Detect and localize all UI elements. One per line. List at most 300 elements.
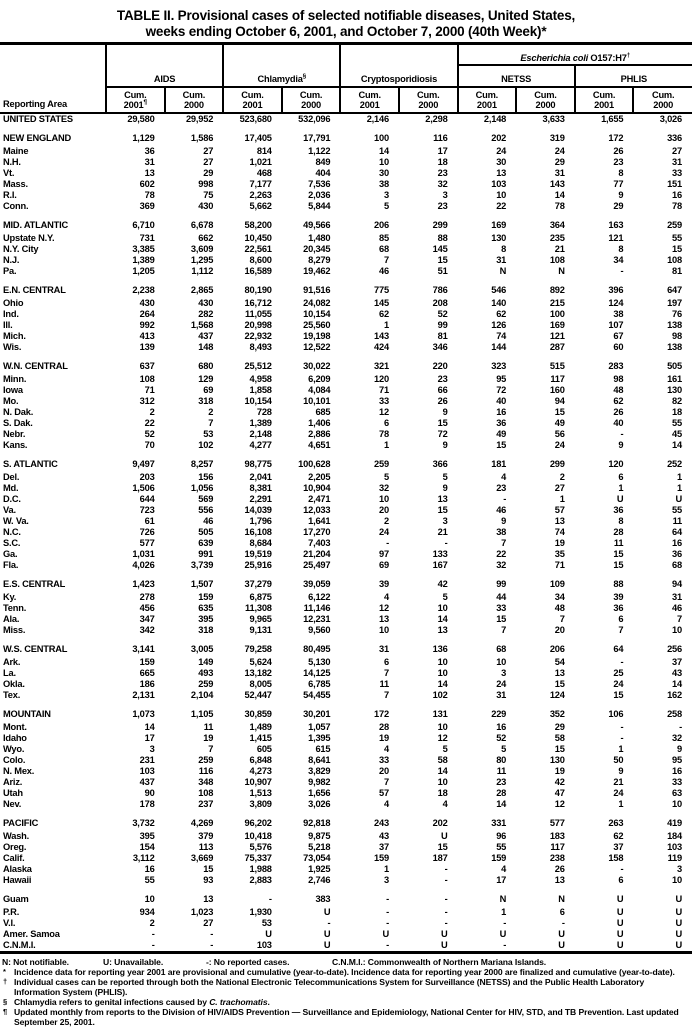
value-cell: 4 bbox=[383, 592, 389, 602]
value-cell: 456 bbox=[139, 603, 155, 613]
value-cell: 96 bbox=[496, 831, 507, 841]
value-cell: 4 bbox=[383, 744, 389, 754]
value-cell: 64 bbox=[613, 643, 624, 654]
table-row bbox=[0, 385, 692, 396]
table-row bbox=[0, 125, 692, 146]
value-cell: 814 bbox=[256, 146, 272, 156]
value-cell: 2,291 bbox=[249, 494, 272, 504]
value-cell: 88 bbox=[437, 233, 448, 243]
value-cell: - bbox=[444, 538, 448, 548]
table-row bbox=[0, 810, 692, 831]
value-cell: 102 bbox=[198, 440, 214, 450]
value-cell: 680 bbox=[198, 360, 214, 371]
value-cell: 1,489 bbox=[249, 722, 272, 732]
value-cell: 4,958 bbox=[249, 374, 272, 384]
reporting-area-cell: W.N. CENTRAL bbox=[3, 360, 68, 371]
value-cell: 19 bbox=[554, 766, 565, 776]
value-cell: 169 bbox=[491, 219, 507, 230]
value-cell: 13 bbox=[437, 494, 448, 504]
value-cell: 299 bbox=[432, 219, 448, 230]
value-cell: 6 bbox=[383, 657, 389, 667]
value-cell: 27 bbox=[203, 146, 214, 156]
value-cell: 14 bbox=[437, 614, 448, 624]
value-cell: 18 bbox=[437, 788, 448, 798]
value-cell: 644 bbox=[139, 494, 155, 504]
value-cell: 100 bbox=[374, 132, 389, 143]
value-cell: 5,662 bbox=[249, 201, 272, 211]
table-row bbox=[0, 505, 692, 516]
value-cell: U bbox=[441, 831, 448, 841]
value-cell: 148 bbox=[198, 342, 214, 352]
value-cell: 36 bbox=[672, 549, 682, 559]
reporting-area-cell: W. Va. bbox=[3, 516, 29, 526]
reporting-area-header: Reporting Area bbox=[0, 44, 106, 114]
value-cell: 10,418 bbox=[244, 831, 272, 841]
reporting-area-cell: E.S. CENTRAL bbox=[3, 578, 66, 589]
value-cell: 2 bbox=[559, 472, 565, 482]
value-cell: 22,561 bbox=[244, 244, 272, 254]
value-cell: 55 bbox=[496, 842, 507, 852]
value-cell: 103 bbox=[491, 179, 507, 189]
value-cell: 25,560 bbox=[303, 320, 331, 330]
cum-col-header-8: Cum. 2001 bbox=[575, 87, 634, 113]
value-cell: 9,497 bbox=[132, 458, 155, 469]
value-cell: 3 bbox=[383, 190, 389, 200]
value-cell: 321 bbox=[374, 360, 389, 371]
value-cell: 63 bbox=[672, 788, 682, 798]
value-cell: 1,056 bbox=[190, 483, 214, 493]
ecoli-species-label: Escherichia coli bbox=[520, 53, 588, 63]
value-cell: 10 bbox=[144, 893, 155, 904]
footnote: ¶ Updated monthly from reports to the Division of HIV/AIDS Prevention — Surveillance and Epidemiology, National Center for HIV, STD, and TB Prevention. Last updated September 25, 2001. bbox=[3, 1007, 679, 1027]
value-cell: 145 bbox=[374, 298, 389, 308]
reporting-area-cell: V.I. bbox=[3, 918, 16, 928]
value-cell: 73,054 bbox=[303, 853, 331, 863]
value-cell: - bbox=[620, 722, 624, 732]
value-cell: 78 bbox=[672, 201, 682, 211]
value-cell: 342 bbox=[139, 625, 155, 635]
value-cell: U bbox=[616, 929, 624, 939]
cum-col-header-9: Cum. 2000 bbox=[633, 87, 692, 113]
value-cell: 26 bbox=[613, 146, 624, 156]
value-cell: 10,154 bbox=[303, 309, 331, 319]
table-row bbox=[0, 799, 692, 810]
reporting-area-cell: MID. ATLANTIC bbox=[3, 219, 69, 230]
reporting-area-cell: Ariz. bbox=[3, 777, 23, 787]
value-cell: 569 bbox=[198, 494, 214, 504]
value-cell: 19,198 bbox=[303, 331, 331, 341]
table-row bbox=[0, 788, 692, 799]
value-cell: 6,875 bbox=[249, 592, 272, 602]
value-cell: 13 bbox=[379, 614, 389, 624]
value-cell: U bbox=[675, 494, 682, 504]
value-cell: 57 bbox=[554, 505, 565, 515]
table-row bbox=[0, 190, 692, 201]
value-cell: 12 bbox=[554, 799, 565, 809]
value-cell: 12,231 bbox=[303, 614, 331, 624]
value-cell: 99 bbox=[437, 320, 448, 330]
value-cell: 2,104 bbox=[190, 690, 214, 700]
value-cell: 8 bbox=[618, 244, 624, 254]
value-cell: 14 bbox=[144, 722, 155, 732]
value-cell: 95 bbox=[672, 755, 682, 765]
value-cell: 22,932 bbox=[244, 331, 272, 341]
value-cell: 10 bbox=[379, 157, 389, 167]
value-cell: 37 bbox=[379, 842, 389, 852]
value-cell: 20,345 bbox=[303, 244, 331, 254]
table-row bbox=[0, 146, 692, 157]
value-cell: 71 bbox=[379, 385, 389, 395]
value-cell: 2,298 bbox=[425, 114, 448, 124]
value-cell: 1,389 bbox=[249, 418, 272, 428]
value-cell: 605 bbox=[256, 744, 272, 754]
value-cell: 159 bbox=[198, 592, 214, 602]
reporting-area-cell: Alaska bbox=[3, 864, 32, 874]
table-row bbox=[0, 113, 692, 125]
value-cell: 206 bbox=[549, 643, 565, 654]
table-row bbox=[0, 571, 692, 592]
value-cell: 13 bbox=[203, 893, 214, 904]
value-cell: 15 bbox=[437, 505, 448, 515]
value-cell: 38 bbox=[496, 527, 507, 537]
value-cell: 38 bbox=[613, 309, 624, 319]
value-cell: 9,965 bbox=[249, 614, 272, 624]
value-cell: 685 bbox=[315, 407, 331, 417]
value-cell: 468 bbox=[256, 168, 272, 178]
value-cell: 7 bbox=[618, 625, 624, 635]
value-cell: 103 bbox=[139, 766, 155, 776]
value-cell: 46 bbox=[203, 516, 214, 526]
value-cell: 5 bbox=[442, 744, 448, 754]
value-cell: 31 bbox=[144, 157, 155, 167]
table-row bbox=[0, 266, 692, 277]
value-cell: 9 bbox=[501, 516, 507, 526]
value-cell: 7 bbox=[677, 614, 682, 624]
value-cell: 80,495 bbox=[303, 643, 331, 654]
reporting-area-cell: D.C. bbox=[3, 494, 21, 504]
value-cell: 126 bbox=[491, 320, 507, 330]
value-cell: 34 bbox=[554, 592, 565, 602]
value-cell: 264 bbox=[139, 309, 155, 319]
reporting-area-cell: S. Dak. bbox=[3, 418, 33, 428]
value-cell: 437 bbox=[139, 777, 155, 787]
value-cell: 4,277 bbox=[249, 440, 272, 450]
table-row bbox=[0, 907, 692, 918]
value-cell: 577 bbox=[139, 538, 155, 548]
value-cell: 17,405 bbox=[244, 132, 272, 143]
legend-row bbox=[0, 957, 692, 967]
value-cell: 116 bbox=[198, 766, 214, 776]
value-cell: 15 bbox=[496, 440, 507, 450]
value-cell: 121 bbox=[549, 331, 565, 341]
table-row bbox=[0, 255, 692, 266]
value-cell: 29 bbox=[554, 722, 565, 732]
value-cell: 7 bbox=[208, 418, 214, 428]
value-cell: 2,148 bbox=[249, 429, 272, 439]
table-row bbox=[0, 429, 692, 440]
chlamydia-footnote-mark: § bbox=[302, 72, 307, 80]
value-cell: 4 bbox=[383, 799, 389, 809]
value-cell: 69 bbox=[203, 385, 214, 395]
value-cell: 505 bbox=[198, 527, 214, 537]
value-cell: - bbox=[386, 907, 389, 917]
value-cell: 85 bbox=[379, 233, 389, 243]
value-cell: 29,952 bbox=[185, 114, 214, 124]
value-cell: 69 bbox=[379, 560, 389, 570]
value-cell: 30 bbox=[496, 157, 507, 167]
value-cell: - bbox=[386, 538, 389, 548]
value-cell: 3,112 bbox=[132, 853, 155, 863]
value-cell: 1 bbox=[618, 744, 624, 754]
value-cell: 1,586 bbox=[190, 132, 214, 143]
value-cell: 24 bbox=[496, 679, 507, 689]
value-cell: 1 bbox=[383, 320, 389, 330]
value-cell: 130 bbox=[667, 385, 682, 395]
value-cell: 67 bbox=[613, 331, 624, 341]
value-cell: 23 bbox=[496, 777, 507, 787]
reporting-area-cell: S.C. bbox=[3, 538, 21, 548]
value-cell: 3,141 bbox=[132, 643, 155, 654]
value-cell: 108 bbox=[549, 255, 565, 265]
value-cell: 51 bbox=[437, 266, 448, 276]
value-cell: 80,190 bbox=[244, 284, 272, 295]
table-row bbox=[0, 233, 692, 244]
reporting-area-cell: R.I. bbox=[3, 190, 17, 200]
reporting-area-cell: Wis. bbox=[3, 342, 22, 352]
value-cell: 21,204 bbox=[303, 549, 331, 559]
value-cell: U bbox=[441, 929, 448, 939]
reporting-area-cell: Wash. bbox=[3, 831, 30, 841]
value-cell: 136 bbox=[432, 643, 448, 654]
value-cell: 64 bbox=[672, 527, 682, 537]
value-cell: 19,462 bbox=[303, 266, 331, 276]
value-cell: 68 bbox=[379, 244, 389, 254]
value-cell: 1,295 bbox=[190, 255, 214, 265]
value-cell: 7 bbox=[208, 744, 214, 754]
value-cell: 184 bbox=[667, 831, 682, 841]
value-cell: 21 bbox=[437, 527, 448, 537]
value-cell: 81 bbox=[437, 331, 448, 341]
value-cell: 169 bbox=[549, 320, 565, 330]
value-cell: 7,403 bbox=[308, 538, 331, 548]
value-cell: 2 bbox=[149, 918, 155, 928]
value-cell: 6 bbox=[618, 472, 624, 482]
value-cell: 36 bbox=[496, 418, 507, 428]
value-cell: - bbox=[679, 722, 682, 732]
table-row bbox=[0, 516, 692, 527]
value-cell: 348 bbox=[198, 777, 214, 787]
value-cell: 20,998 bbox=[244, 320, 272, 330]
value-cell: 92,818 bbox=[303, 817, 331, 828]
value-cell: 10 bbox=[496, 657, 507, 667]
value-cell: 24 bbox=[613, 788, 624, 798]
value-cell: U bbox=[382, 929, 389, 939]
value-cell: 30,201 bbox=[303, 708, 331, 719]
value-cell: 33 bbox=[672, 777, 682, 787]
reporting-area-cell: N. Mex. bbox=[3, 766, 35, 776]
value-cell: 144 bbox=[491, 342, 507, 352]
value-cell: - bbox=[210, 929, 214, 939]
footnote: † Individual cases can be reported through both the National Electronic Telecommunications System for Surveillance (NETSS) and the Public Health Laboratory Information System (PHLIS). bbox=[3, 976, 645, 997]
reporting-area-cell: Ohio bbox=[3, 298, 24, 308]
value-cell: 10,154 bbox=[244, 396, 272, 406]
value-cell: 3,026 bbox=[308, 799, 331, 809]
value-cell: 1,105 bbox=[190, 708, 214, 719]
value-cell: 2,865 bbox=[190, 284, 214, 295]
value-cell: 430 bbox=[198, 298, 214, 308]
reporting-area-cell: Mo. bbox=[3, 396, 19, 406]
value-cell: 1 bbox=[383, 440, 389, 450]
table-row bbox=[0, 201, 692, 212]
value-cell: 117 bbox=[550, 374, 565, 384]
value-cell: 19 bbox=[203, 733, 214, 743]
value-cell: 52 bbox=[496, 733, 507, 743]
value-cell: 18 bbox=[672, 407, 682, 417]
value-cell: - bbox=[620, 657, 624, 667]
value-cell: 42 bbox=[437, 578, 448, 589]
value-cell: 7,536 bbox=[308, 179, 331, 189]
value-cell: 1,057 bbox=[308, 722, 331, 732]
value-cell: 16,589 bbox=[244, 266, 272, 276]
value-cell: 1,122 bbox=[308, 146, 331, 156]
value-cell: 163 bbox=[608, 219, 624, 230]
reporting-area-cell: C.N.M.I. bbox=[0, 940, 106, 953]
value-cell: U bbox=[399, 940, 458, 953]
value-cell: 159 bbox=[374, 853, 389, 863]
reporting-area-cell: Pa. bbox=[3, 266, 17, 276]
value-cell: 635 bbox=[198, 603, 214, 613]
value-cell: 15 bbox=[437, 255, 448, 265]
value-cell: 14 bbox=[672, 440, 682, 450]
value-cell: - bbox=[151, 929, 155, 939]
table-row bbox=[0, 331, 692, 342]
reporting-area-cell: Del. bbox=[3, 472, 20, 482]
value-cell: 577 bbox=[549, 817, 565, 828]
value-cell: 28 bbox=[379, 722, 389, 732]
header-spacer-chlamydia bbox=[223, 44, 340, 66]
value-cell: 186 bbox=[139, 679, 155, 689]
value-cell: 4,269 bbox=[190, 817, 214, 828]
value-cell: 172 bbox=[608, 132, 624, 143]
reporting-area-cell: N. Dak. bbox=[3, 407, 34, 417]
value-cell: 98,775 bbox=[244, 458, 272, 469]
reporting-area-cell: Iowa bbox=[3, 385, 23, 395]
value-cell: 11,055 bbox=[245, 309, 272, 319]
value-cell: 40 bbox=[496, 396, 507, 406]
value-cell: U bbox=[558, 929, 565, 939]
value-cell: 2 bbox=[149, 407, 155, 417]
table-row bbox=[0, 842, 692, 853]
value-cell: 615 bbox=[315, 744, 331, 754]
value-cell: 33 bbox=[672, 168, 682, 178]
value-cell: 12 bbox=[379, 407, 389, 417]
value-cell: 3,732 bbox=[132, 817, 155, 828]
value-cell: 1,858 bbox=[249, 385, 272, 395]
value-cell: - bbox=[444, 918, 448, 928]
value-cell: 3 bbox=[677, 864, 682, 874]
footnote-marker: * bbox=[3, 966, 6, 976]
value-cell: 3,633 bbox=[542, 114, 565, 124]
value-cell: 11 bbox=[496, 766, 507, 776]
value-cell: 25,512 bbox=[244, 360, 272, 371]
reporting-area-cell: Upstate N.Y. bbox=[3, 233, 55, 243]
value-cell: 26 bbox=[554, 864, 565, 874]
value-cell: 24 bbox=[496, 146, 507, 156]
reporting-area-cell: PACIFIC bbox=[3, 817, 39, 828]
value-cell: - bbox=[327, 918, 331, 928]
value-cell: 13 bbox=[437, 625, 448, 635]
value-cell: 75 bbox=[203, 190, 214, 200]
value-cell: 282 bbox=[198, 309, 214, 319]
value-cell: 43 bbox=[379, 831, 389, 841]
value-cell: - bbox=[268, 893, 272, 904]
value-cell: 323 bbox=[491, 360, 507, 371]
value-cell: 49,566 bbox=[303, 219, 331, 230]
value-cell: 9 bbox=[442, 407, 448, 417]
value-cell: 21 bbox=[554, 244, 565, 254]
value-cell: 22 bbox=[144, 418, 155, 428]
value-cell: 430 bbox=[198, 201, 214, 211]
value-cell: 53 bbox=[261, 918, 272, 928]
value-cell: N bbox=[499, 266, 507, 276]
cum-col-header-6: Cum. 2001 bbox=[458, 87, 517, 113]
value-cell: 3 bbox=[383, 875, 389, 885]
value-cell: 17 bbox=[144, 733, 155, 743]
table-row bbox=[0, 527, 692, 538]
value-cell: 8,641 bbox=[308, 755, 331, 765]
footnote-marker: § bbox=[3, 996, 8, 1006]
value-cell: 15 bbox=[554, 744, 565, 754]
value-cell: 162 bbox=[667, 690, 682, 700]
table-header bbox=[0, 44, 692, 114]
value-cell: 6,848 bbox=[249, 755, 272, 765]
value-cell: 58 bbox=[554, 733, 565, 743]
value-cell: 15 bbox=[672, 244, 682, 254]
reporting-area-cell: Amer. Samoa bbox=[3, 929, 60, 939]
value-cell: 1 bbox=[677, 483, 682, 493]
reporting-area-cell: Ark. bbox=[3, 657, 21, 667]
reporting-area-cell: Mont. bbox=[3, 722, 27, 732]
value-cell: 131 bbox=[432, 708, 448, 719]
value-cell: 31 bbox=[672, 157, 682, 167]
value-cell: 68 bbox=[672, 560, 682, 570]
footnote-marker: ¶ bbox=[3, 1007, 8, 1017]
table-row bbox=[0, 451, 692, 472]
table-title-line1: TABLE II. Provisional cases of selected notifiable diseases, United States, bbox=[116, 8, 576, 23]
reporting-area-cell: Mich. bbox=[3, 331, 26, 341]
value-cell: 6 bbox=[383, 418, 389, 428]
reporting-area-cell: Md. bbox=[3, 483, 19, 493]
cum-col-header-5: Cum. 2000 bbox=[399, 87, 458, 113]
value-cell: 1,389 bbox=[132, 255, 155, 265]
value-cell: 639 bbox=[198, 538, 214, 548]
value-cell: 395 bbox=[139, 831, 155, 841]
value-cell: 108 bbox=[139, 374, 155, 384]
value-cell: 9,131 bbox=[249, 625, 272, 635]
value-cell: 7 bbox=[501, 538, 507, 548]
value-cell: 3,809 bbox=[249, 799, 272, 809]
value-cell: 129 bbox=[198, 374, 214, 384]
value-cell: 546 bbox=[491, 284, 507, 295]
value-cell: 9 bbox=[442, 483, 448, 493]
table-row bbox=[0, 614, 692, 625]
value-cell: 76 bbox=[672, 309, 682, 319]
reporting-area-cell: S. ATLANTIC bbox=[3, 458, 58, 469]
cum-col-header-7: Cum. 2000 bbox=[516, 87, 575, 113]
value-cell: 256 bbox=[667, 643, 682, 654]
value-cell: 159 bbox=[491, 853, 507, 863]
reporting-area-cell: Ind. bbox=[3, 309, 19, 319]
